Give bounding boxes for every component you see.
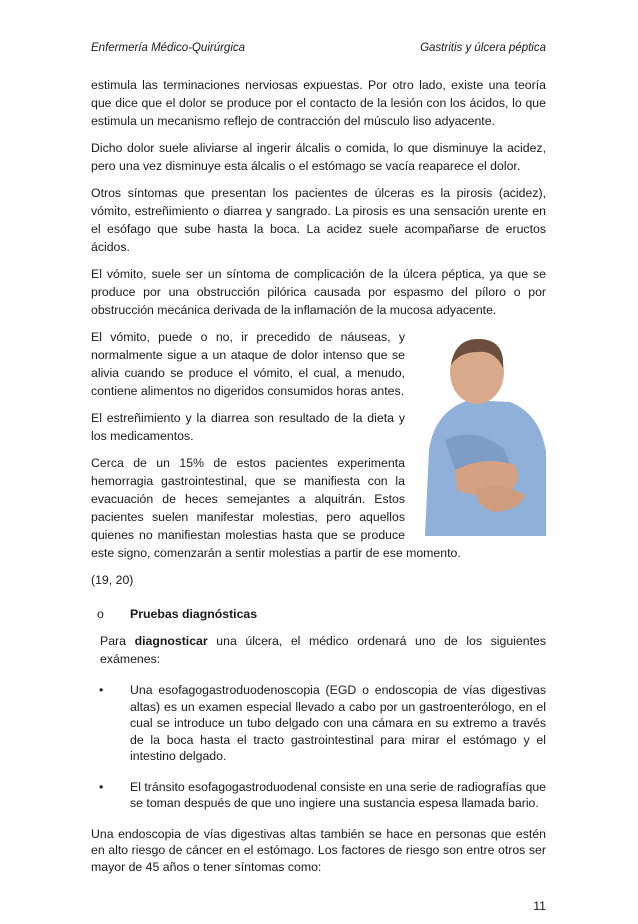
wrapped-text-block xyxy=(91,328,546,571)
intro-text: una úlcera, el médico ordenará uno de los siguientes exámenes: xyxy=(100,634,546,666)
intro-text: Para xyxy=(100,634,135,648)
citation: (19, 20) xyxy=(91,573,134,587)
paragraph: El vómito, puede o no, ir precedido de náuseas, y normalmente sigue a un ataque de dolor intenso que se alivia cuando se produce el vómito, el cual, a menudo, contiene alimentos no digeridos consumidos horas antes. xyxy=(91,330,405,398)
bullet-icon: • xyxy=(99,779,104,794)
paragraph: Dicho dolor suele aliviarse al ingerir álcalis o comida, lo que disminuye la acidez, pero una vez disminuye esta álcalis o el estómago se vacía reaparece el dolor. xyxy=(91,141,546,173)
bullet-icon: • xyxy=(99,683,104,697)
paragraph: Una endoscopia de vías digestivas altas también se hace en personas que estén en alto riesgo de cáncer en el estómago. Los factores de riesgo son entre otros ser mayor de 45 años o tener síntomas como: xyxy=(91,826,546,874)
header-right: Gastritis y úlcera péptica xyxy=(420,42,546,54)
section-heading-row xyxy=(91,605,546,623)
list-item-row xyxy=(91,682,546,765)
paragraph: El vómito, suele ser un síntoma de complicación de la úlcera péptica, ya que se produce por una obstrucción pilórica causada por espasmo del píloro o por obstrucción mecánica derivada de la inflamación de la mucosa adyacente. xyxy=(91,267,546,317)
section-heading: Pruebas diagnósticas xyxy=(130,607,258,621)
list-item: El tránsito esofagogastroduodenal consiste en una serie de radiografías que se toman después de que uno ingiere una sustancia espesa llamada bario. xyxy=(130,779,546,810)
intro-bold: diagnosticar xyxy=(134,634,208,648)
page-number: 11 xyxy=(533,899,546,913)
paragraph: El estreñimiento y la diarrea son resultado de la dieta y los medicamentos. xyxy=(91,411,405,443)
intro-paragraph xyxy=(91,632,546,668)
paragraph: Cerca de un 15% de estos pacientes experimenta hemorragia gastrointestinal, que se manifiesta con la evacuación de heces semejantes a alquitrán. Estos pacientes suelen manifestar molestias, pero aquellos quienes no manifiestan molestias hasta que se produce este signo, comenzarán a sentir molestias a partir de ese momento. xyxy=(91,456,461,560)
section-marker: o xyxy=(97,607,104,621)
list-item-row xyxy=(91,779,546,812)
header-left: Enfermería Médico-Quirúrgica xyxy=(91,42,246,54)
paragraph: estimula las terminaciones nerviosas expuestas. Por otro lado, existe una teoría que dice que el dolor se produce por el contacto de la lesión con los ácidos, lo que estimula un mecanismo reflejo de contracción del músculo liso adyacente. xyxy=(91,78,546,128)
list-item: Una esofagogastroduodenoscopia (EGD o endoscopia de vías digestivas altas) es un examen especial llevado a cabo por un gastroenterólogo, en el cual se introduce un tubo delgado con una cámara en su extremo a través de la boca hasta el tracto gastrointestinal para mirar el estómago y el intestino delgado. xyxy=(130,683,546,763)
main-column xyxy=(91,76,546,924)
paragraph: Otros síntomas que presentan los pacientes de úlceras es la pirosis (acidez), vómito, estreñimiento o diarrea y sangrado. La pirosis es una sensación urente en el esófago que sube hasta la boca. La acidez suele acompañarse de eructos ácidos. xyxy=(91,186,546,254)
stomach-pain-man-image xyxy=(415,330,546,536)
